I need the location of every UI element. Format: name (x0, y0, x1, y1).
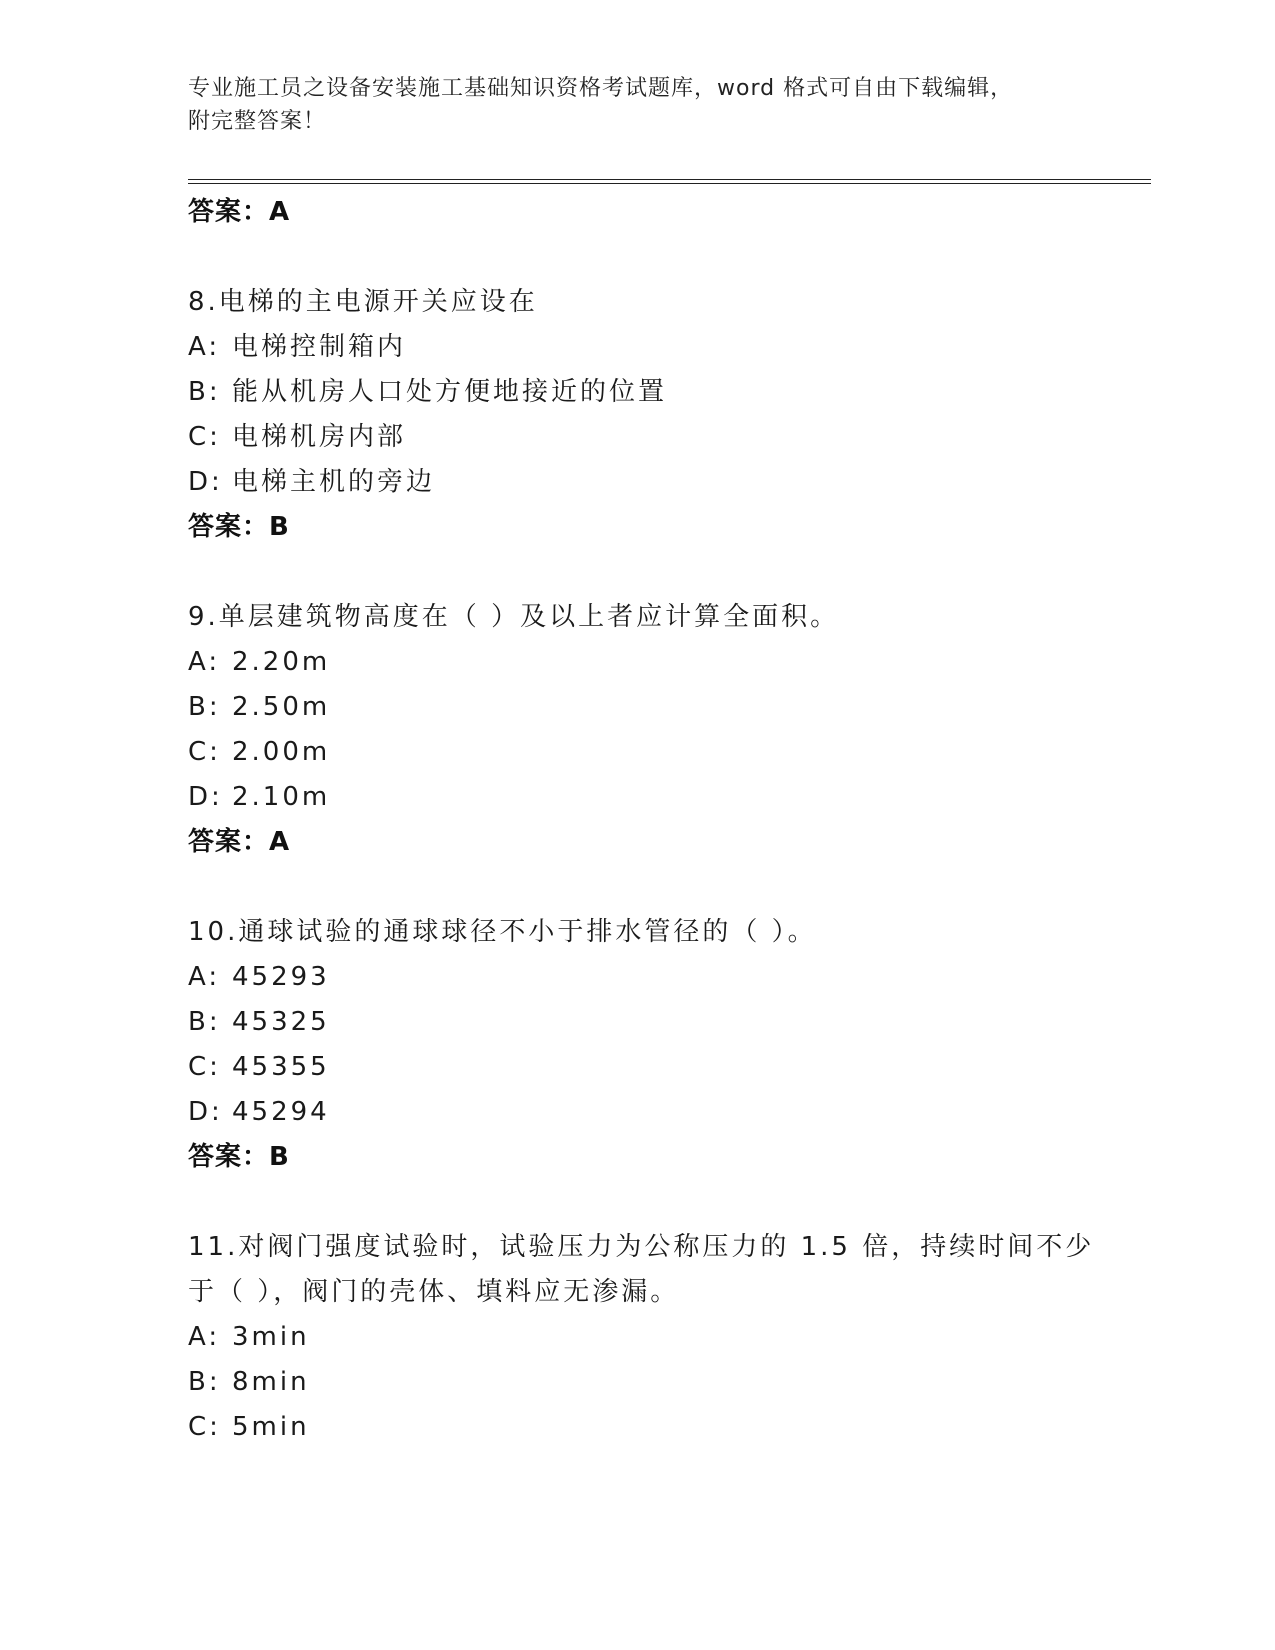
option-b (188, 1360, 1148, 1405)
option-text: 8min (232, 1367, 310, 1397)
option-a (188, 640, 1148, 685)
option-text: 2.10m (232, 782, 331, 812)
option-b (188, 1000, 1148, 1045)
option-a (188, 955, 1148, 1000)
question-block (188, 595, 1148, 865)
option-text: 5min (232, 1412, 310, 1442)
spacer (188, 550, 1148, 595)
option-label: B: (188, 1367, 221, 1397)
option-text: 45355 (232, 1052, 330, 1082)
option-text: 电梯主机的旁边 (232, 467, 436, 497)
option-text: 3min (232, 1322, 310, 1352)
option-label: C: (188, 422, 221, 452)
option-label: A: (188, 332, 221, 362)
question-block (188, 910, 1148, 1180)
option-text: 45325 (232, 1007, 330, 1037)
option-label: C: (188, 1412, 221, 1442)
header-rule-top (188, 179, 1151, 180)
question-text: 10.通球试验的通球球径不小于排水管径的（ ）。 (188, 917, 817, 947)
answer-line: 答案：B (188, 512, 290, 542)
option-text: 2.20m (232, 647, 331, 677)
option-label: A: (188, 962, 221, 992)
option-label: D: (188, 782, 223, 812)
question-list (188, 190, 1148, 1450)
question-text-line-2: 于（ ），阀门的壳体、填料应无渗漏。 (188, 1277, 680, 1307)
option-label: D: (188, 1097, 223, 1127)
question-text: 9.单层建筑物高度在（ ）及以上者应计算全面积。 (188, 602, 840, 632)
option-c (188, 1045, 1148, 1090)
option-label: B: (188, 377, 221, 407)
spacer (188, 865, 1148, 910)
option-d (188, 775, 1148, 820)
header-line-2: 附完整答案！ (188, 109, 327, 134)
answer-line: 答案：A (188, 197, 291, 227)
option-label: A: (188, 647, 221, 677)
option-text: 45293 (232, 962, 330, 992)
option-c (188, 415, 1148, 460)
answer-line: 答案：B (188, 1142, 290, 1172)
option-text: 能从机房人口处方便地接近的位置 (232, 377, 668, 407)
option-d (188, 460, 1148, 505)
option-text: 2.50m (232, 692, 331, 722)
question-block (188, 280, 1148, 550)
option-text: 电梯控制箱内 (232, 332, 407, 362)
option-b (188, 370, 1148, 415)
option-label: B: (188, 1007, 221, 1037)
header-rule-bottom (188, 183, 1151, 184)
option-c (188, 730, 1148, 775)
spacer (188, 235, 1148, 280)
option-label: C: (188, 737, 221, 767)
option-d (188, 1090, 1148, 1135)
option-a (188, 1315, 1148, 1360)
option-label: D: (188, 467, 223, 497)
option-a (188, 325, 1148, 370)
option-label: C: (188, 1052, 221, 1082)
spacer (188, 1180, 1148, 1225)
page-header (188, 72, 1068, 138)
header-line-1: 专业施工员之设备安装施工基础知识资格考试题库，word 格式可自由下载编辑， (188, 76, 1014, 101)
option-c (188, 1405, 1148, 1450)
question-block (188, 1225, 1148, 1450)
option-text: 电梯机房内部 (232, 422, 407, 452)
option-label: A: (188, 1322, 221, 1352)
option-label: B: (188, 692, 221, 722)
option-text: 2.00m (232, 737, 331, 767)
option-text: 45294 (232, 1097, 330, 1127)
question-text: 8.电梯的主电源开关应设在 (188, 287, 538, 317)
option-b (188, 685, 1148, 730)
answer-line: 答案：A (188, 827, 291, 857)
question-text-line-1: 11.对阀门强度试验时，试验压力为公称压力的 1.5 倍，持续时间不少 (188, 1232, 1095, 1262)
